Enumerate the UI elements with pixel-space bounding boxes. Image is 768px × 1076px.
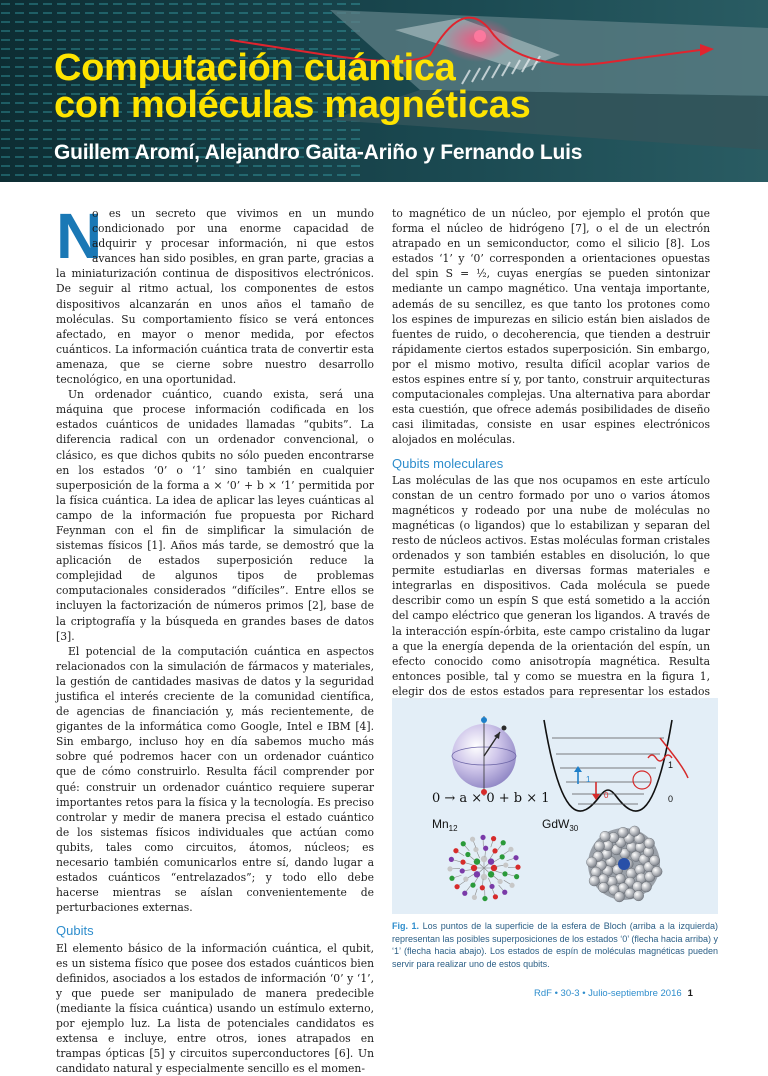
caption-label: Fig. 1. [392, 921, 419, 931]
paragraph-1 [56, 206, 374, 387]
superposition-equation: 0 → a × 0 + b × 1 [432, 791, 550, 806]
level-0-label: 0 [668, 794, 673, 804]
inner-level-1-label: 1 [586, 775, 591, 784]
paragraph-4: El elemento básico de la información cuántica, el qubit, es un sistema físico que posee dos estados cuánticos bien definidos, asociados a los estados de información ‘0’ y ‘1’, y que puede ser manipulado de manera predecible (mediante la física cuántica) usando un estímulo externo, por ejemplo luz. La lista de potenciales candidatos es extensa e incluye, entre otros, iones atrapados en trampas ópticas [5] y circuitos superconductores [6]. Un candidato natural y especialmente sencillo es el momen- [56, 941, 374, 1076]
drop-cap: N [56, 208, 88, 260]
figure-1-caption [392, 920, 718, 970]
level-1-label: 1 [668, 760, 673, 770]
header-banner [0, 0, 768, 182]
article-title [54, 50, 530, 124]
bloch-sphere-icon [452, 716, 516, 796]
inner-level-0-label: 0 [604, 791, 609, 800]
title-line-1: Computación cuántica [54, 50, 530, 87]
article-authors: Guillem Aromí, Alejandro Gaita-Ariño y Fernando Luis [54, 141, 582, 165]
page-number: 1 [688, 988, 693, 999]
section-heading-qubits-moleculares: Qubits moleculares [392, 456, 710, 471]
figure-1-illustration [392, 698, 718, 914]
caption-text: Los puntos de la superficie de la esfera de Bloch (arriba a la izquierda) representan las posibles superposiciones de los estados ‘0’ (flecha hacia arriba) y ‘1’ (flecha hacia abajo). Los estados de espín de moléculas magnéticas pueden servir para realizar uno de estos qubits. [392, 921, 718, 969]
paragraph-6: Las moléculas de las que nos ocupamos en este artículo constan de un centro formado por uno o varios átomos magnéticos y rodeado por una nube de moléculas no magnéticas (o ligandos) que lo estabilizan y separan del resto de núcleos activos. Estas moléculas forman cristales ordenados y son también estables en disolución, lo que permite estudiarlas en diversas formas materiales e integrarlas en dispositivos. Cada molécula se puede describir como un espín S que está sometido a la acción del campo eléctrico que generan los ligandos. A través de la interacción espín-órbita, este campo cristalino da lugar a que la energía dependa de la orientación del espín, un efecto conocido como anisotropía magnética. Resulta entonces posible, tal y como se muestra en la figura 1, elegir dos de estos estados para representar los estados [392, 473, 710, 715]
title-line-2: con moléculas magnéticas [54, 87, 530, 124]
paragraph-1-text: o es un secreto que vivimos en un mundo condicionado por una enorme capacidad de adquirir y procesar información, ni que estos avances han sido posibles, en gran parte, gracias a la miniaturización continua de dispositivos electrónicos. De seguir al ritmo actual, los componentes de estos dispositivos alcanzarán en unos años el tamaño de moléculas. Su comportamiento físico se verá entonces afectado, en mayor o menor medida, por efectos cuánticos. La información cuántica trata de convertir esta amenaza, que se cierne sobre nuestro desarrollo tecnológico, en una oportunidad. [56, 207, 374, 386]
page-footer [534, 988, 693, 999]
paragraph-2: Un ordenador cuántico, cuando exista, será una máquina que procese información codificada en los estados cuánticos de unidades llamadas “qubits”. La diferencia radical con un ordenador convencional, o clásico, es que dichos qubits no sólo pueden encontrarse en los estados ‘0’ o ‘1’ sino también en cualquier superposición de la forma a × ‘0’ + b × ‘1’ permitida por la física cuántica. La idea de aplicar las leyes cuánticas al campo de la información fue propuesta por Richard Feynman con el fin de simplificar la simulación de sistemas físicos [1]. Años más tarde, se demostró que la aplicación de estados superposición reduce la complejidad de algunos tipos de problemas computacionales considerados “difíciles”. Entre ellos se incluyen la factorización de números primos [2], base de la criptografía y la búsqueda en grandes bases de datos [3]. [56, 387, 374, 644]
section-heading-qubits: Qubits [56, 923, 374, 938]
energy-potential-diagram [544, 720, 688, 811]
paragraph-3: El potencial de la computación cuántica en aspectos relacionados con la simulación de fármacos y materiales, la gestión de cantidades masivas de datos y la seguridad justifica el interés creciente de la comunidad científica, de agencias de financiación y, más recientemente, de gigantes de la informática como Google, Intel e IBM [4]. Sin embargo, incluso hoy en día sabemos mucho más sobre qué podremos hacer con un ordenador cuántico que de cómo construirlo. Resulta fácil comprender por qué: construir un ordenador cuántico requiere superar importantes retos para la física y la tecnología. Es preciso controlar y medir de manera precisa el estado cuántico de los sistemas físicos individuales que actúan como qubits, tales como circuitos, átomos, núcleos; es necesario también comunicarlos entre sí, dando lugar a estados cuánticos “entrelazados”; y todo ello debe hacerse mientras se aíslan convenientemente de perturbaciones externas. [56, 644, 374, 916]
text-column-left [56, 206, 374, 1076]
mn12-label: $Mn_{12}$ [432, 817, 458, 833]
paragraph-5: to magnético de un núcleo, por ejemplo el protón que forma el núcleo de hidrógeno [7], o el de un electrón atrapado en un semiconductor, como el silicio [8]. Los estados ‘1’ y ‘0’ corresponden a orientaciones opuestas del spin S = ½, cuyas energías se pueden sintonizar mediante un campo magnético. Una ventaja importante, además de su sencillez, es que tanto los protones como los espines de impurezas en silicio están bien aislados de fuentes de ruido, o decoherencia, que tienden a destruir rápidamente ciertos estados superposición. Sin embargo, por el mismo motivo, resulta difícil acoplar varios de estos espines entre sí y, por tanto, construir arquitecturas computacionales complejas. Una alternativa para abordar esta cuestión, que ofrece además posibilidades de diseño casi ilimitadas, consiste en usar espines electrónicos alojados en moléculas. [392, 206, 710, 448]
gdw30-label: GdW$_{30}$ [542, 817, 579, 833]
footer-journal-info: RdF • 30-3 • Julio-septiembre 2016 [534, 988, 682, 999]
gdw30-molecule-structure [586, 826, 662, 902]
figure-1 [392, 698, 718, 914]
mn12-molecule-structure [447, 835, 520, 901]
text-column-right [392, 206, 710, 759]
